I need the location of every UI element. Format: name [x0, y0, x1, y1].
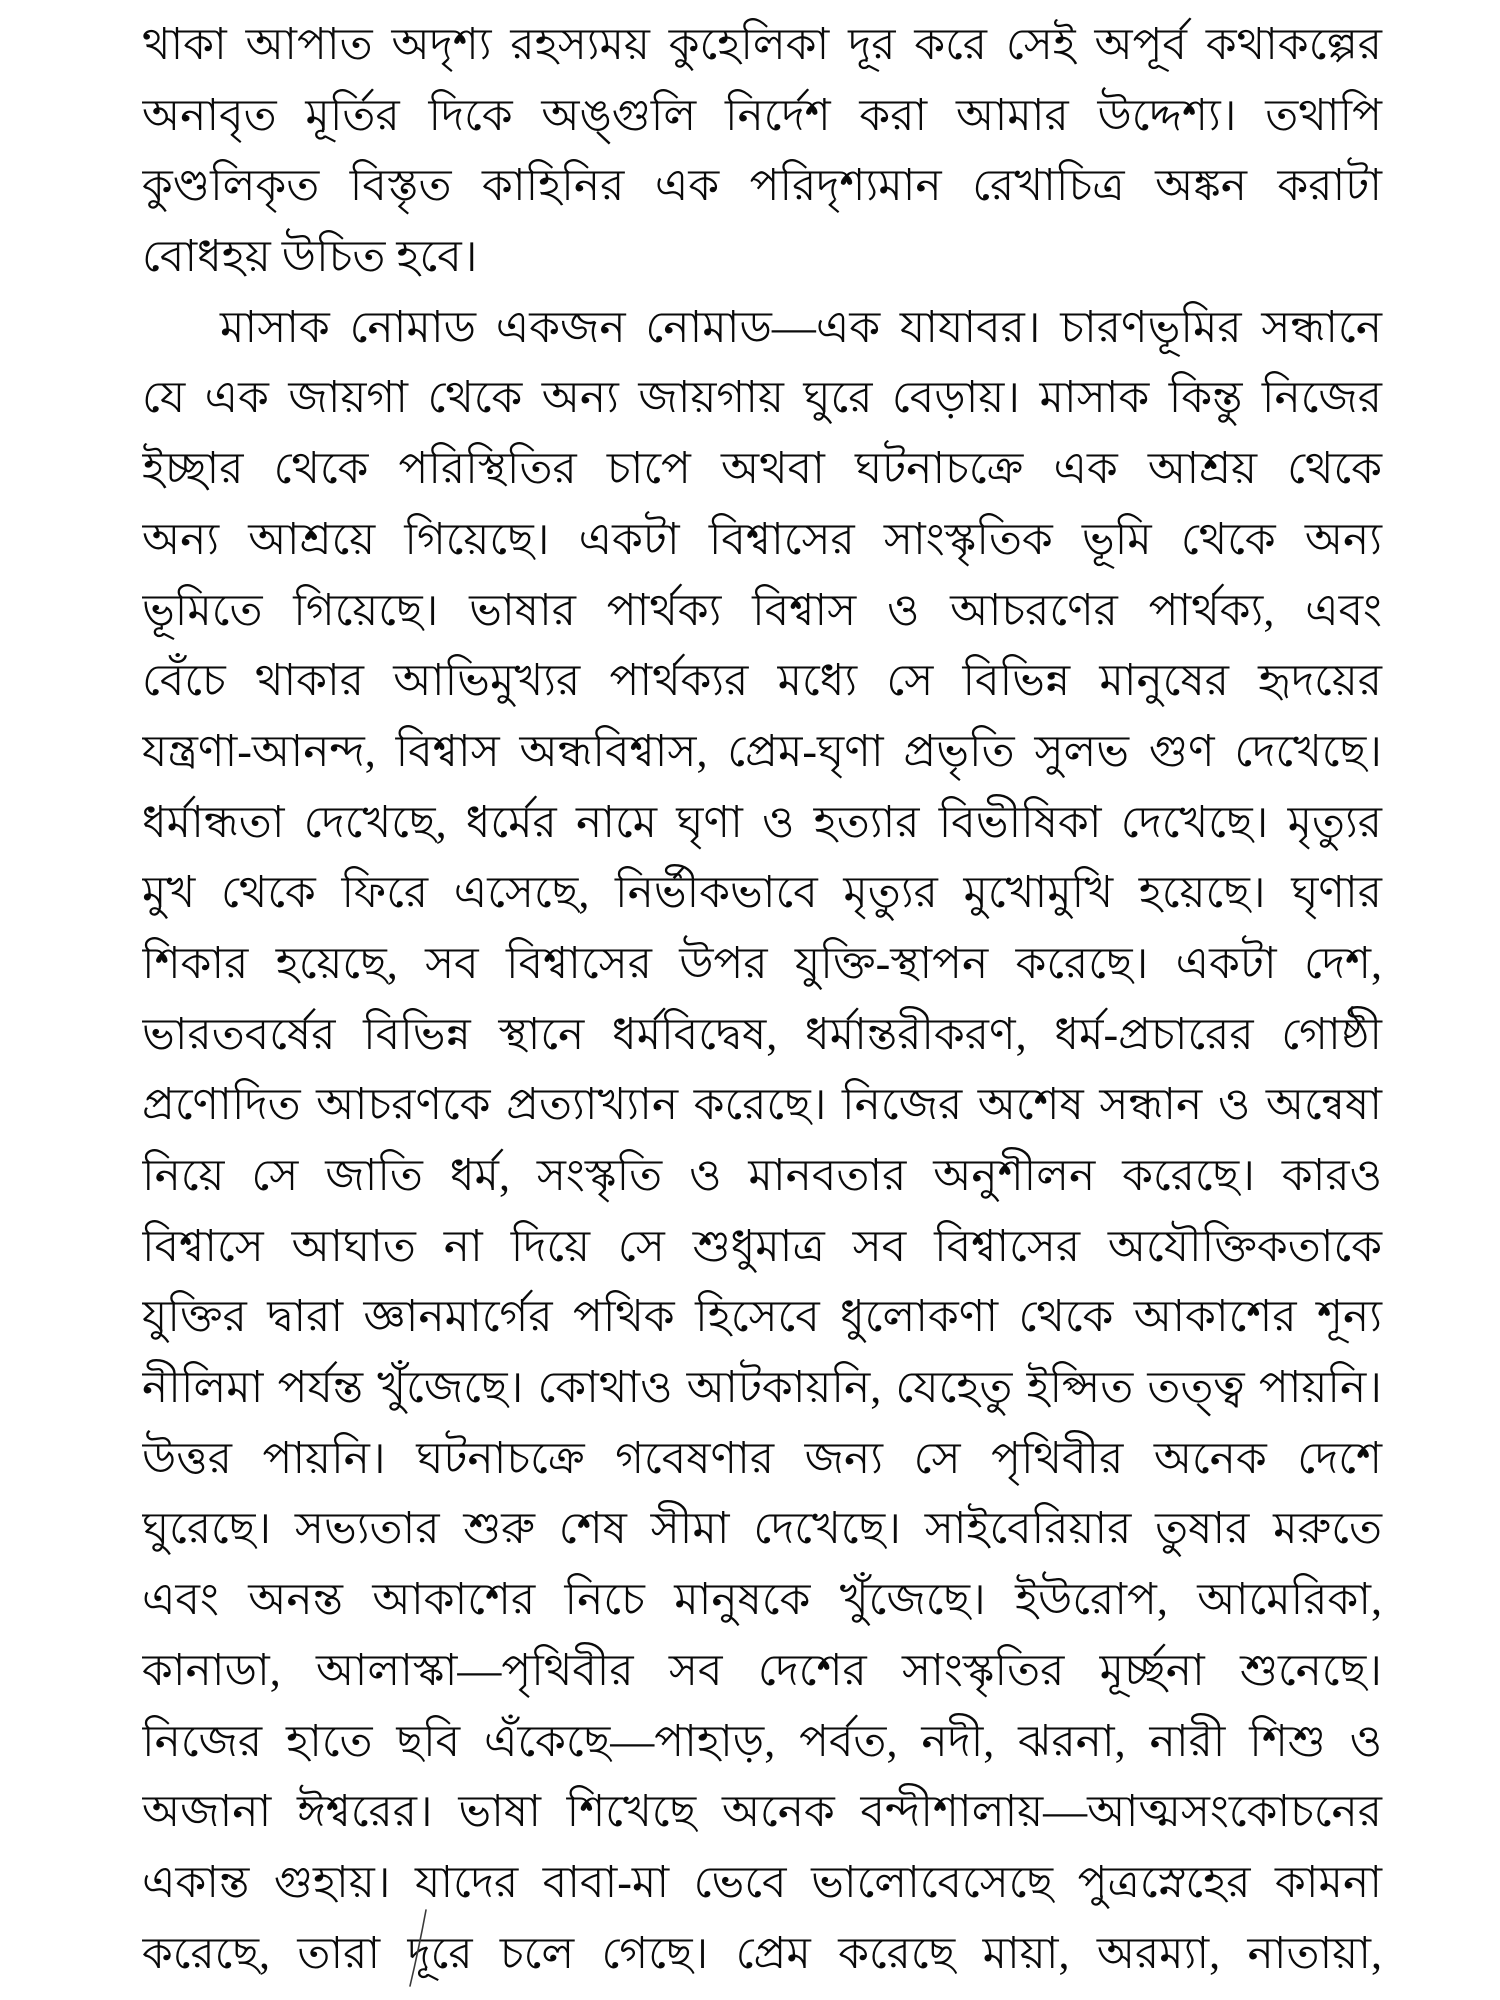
- text-line-content: যন্ত্রণা-আনন্দ, বিশ্বাস অন্ধবিশ্বাস, প্রেম-ঘৃণা প্রভৃতি সুলভ গুণ দেখেছে।: [142, 726, 1382, 776]
- text-line-content: যে এক জায়গা থেকে অন্য জায়গায় ঘুরে বেড়ায়। মাসাক কিন্তু নিজের: [142, 373, 1382, 423]
- text-line: [142, 788, 1384, 859]
- text-line-content: ঘুরেছে। সভ্যতার শুরু শেষ সীমা দেখেছে। সাইবেরিয়ার তুষার মরুতে: [142, 1504, 1382, 1554]
- text-line-content: অন্য আশ্রয়ে গিয়েছে। একটা বিশ্বাসের সাংস্কৃতিক ভূমি থেকে অন্য: [142, 514, 1382, 564]
- text-line-content: থাকা আপাত অদৃশ্য রহস্যময় কুহেলিকা দূর করে সেই অপূর্ব কথাকল্পের: [142, 20, 1382, 69]
- text-line-content: বোধহয় উচিত হবে।: [142, 232, 478, 282]
- text-line-content: অজানা ঈশ্বরের। ভাষা শিখেছে অনেক বন্দীশালায়—আত্মসংকোচনের: [142, 1787, 1382, 1837]
- text-line-content: উত্তর পায়নি। ঘটনাচক্রে গবেষণার জন্য সে পৃথিবীর অনেক দেশে: [142, 1433, 1382, 1483]
- text-line-content: বেঁচে থাকার আভিমুখ্যর পার্থক্যর মধ্যে সে বিভিন্ন মানুষের হৃদয়ের: [142, 656, 1382, 706]
- text-line: [142, 1282, 1384, 1353]
- text-line: [142, 81, 1384, 152]
- text-line-content: মাসাক নোমাড একজন নোমাড—এক যাযাবর। চারণভূমির সন্ধানে: [220, 302, 1382, 352]
- text-line: [142, 363, 1384, 434]
- text-line: [142, 1000, 1384, 1071]
- text-line-content: নীলিমা পর্যন্ত খুঁজেছে। কোথাও আটকায়নি, যেহেতু ইপ্সিত তত্ত্ব পায়নি।: [142, 1363, 1382, 1413]
- text-line-content: কানাডা, আলাস্কা—পৃথিবীর সব দেশের সাংস্কৃতির মূর্চ্ছনা শুনেছে।: [142, 1645, 1382, 1695]
- text-line-paragraph-end: [142, 222, 1384, 293]
- text-line: [142, 1353, 1384, 1424]
- text-line: [142, 1565, 1384, 1636]
- paragraph-continued: [0, 10, 1500, 293]
- text-line-content: অনাবৃত মূর্তির দিকে অঙ্গুলি নির্দেশ করা আমার উদ্দেশ্য। তথাপি: [142, 90, 1382, 140]
- text-line: [142, 1141, 1384, 1212]
- text-line-content: প্রণোদিত আচরণকে প্রত্যাখ্যান করেছে। নিজের অশেষ সন্ধান ও অন্বেষা: [142, 1080, 1382, 1130]
- text-line-content: নিয়ে সে জাতি ধর্ম, সংস্কৃতি ও মানবতার অনুশীলন করেছে। কারও: [142, 1151, 1382, 1200]
- text-line-content: একান্ত গুহায়। যাদের বাবা-মা ভেবে ভালোবেসেছে পুত্রস্নেহের কামনা: [142, 1857, 1382, 1907]
- text-line-content: করেছে, তারা দূরে চলে গেছে। প্রেম করেছে মায়া, অরম্যা, নাতায়া,: [142, 1928, 1382, 1978]
- text-line-content: যুক্তির দ্বারা জ্ঞানমার্গের পথিক হিসেবে ধুলোকণা থেকে আকাশের শূন্য: [142, 1292, 1382, 1342]
- text-line-content: ভারতবর্ষের বিভিন্ন স্থানে ধর্মবিদ্বেষ, ধর্মান্তরীকরণ, ধর্ম-প্রচারের গোষ্ঠী: [142, 1009, 1383, 1059]
- text-line: [142, 1070, 1384, 1141]
- text-line: [142, 1777, 1384, 1848]
- text-line-content: বিশ্বাসে আঘাত না দিয়ে সে শুধুমাত্র সব বিশ্বাসের অযৌক্তিকতাকে: [142, 1221, 1382, 1271]
- text-line-content: শিকার হয়েছে, সব বিশ্বাসের উপর যুক্তি-স্থাপন করেছে। একটা দেশ,: [142, 938, 1382, 988]
- text-line-content: এবং অনন্ত আকাশের নিচে মানুষকে খুঁজেছে। ইউরোপ, আমেরিকা,: [142, 1575, 1382, 1625]
- text-line: [142, 151, 1384, 222]
- text-line: [142, 576, 1384, 647]
- text-line: [142, 929, 1384, 1000]
- paragraph-masak-nomad: [0, 293, 1500, 1990]
- text-line: [142, 1636, 1384, 1707]
- text-line: [142, 1707, 1384, 1778]
- text-line: [142, 1919, 1384, 1990]
- text-line-content: ভূমিতে গিয়েছে। ভাষার পার্থক্য বিশ্বাস ও আচরণের পার্থক্য, এবং: [142, 585, 1382, 635]
- text-line: [142, 646, 1384, 717]
- text-line: [142, 1848, 1384, 1919]
- text-line-indented: [142, 293, 1384, 364]
- text-line: [142, 1424, 1384, 1495]
- text-line-content: কুণ্ডলিকৃত বিস্তৃত কাহিনির এক পরিদৃশ্যমান রেখাচিত্র অঙ্কন করাটা: [142, 161, 1382, 211]
- text-line-content: ইচ্ছার থেকে পরিস্থিতির চাপে অথবা ঘটনাচক্রে এক আশ্রয় থেকে: [142, 444, 1382, 494]
- text-line-content: নিজের হাতে ছবি এঁকেছে—পাহাড়, পর্বত, নদী, ঝরনা, নারী শিশু ও: [142, 1716, 1382, 1766]
- text-line: [142, 1212, 1384, 1283]
- stray-pen-mark: [404, 1908, 432, 1990]
- text-line: [142, 858, 1384, 929]
- text-line: [142, 10, 1384, 81]
- text-line-content: ধর্মান্ধতা দেখেছে, ধর্মের নামে ঘৃণা ও হত্যার বিভীষিকা দেখেছে। মৃত্যুর: [142, 797, 1382, 847]
- text-line: [142, 505, 1384, 576]
- text-line: [142, 717, 1384, 788]
- text-line: [142, 434, 1384, 505]
- text-line-content: মুখ থেকে ফিরে এসেছে, নির্ভীকভাবে মৃত্যুর মুখোমুখি হয়েছে। ঘৃণার: [142, 868, 1382, 918]
- text-line: [142, 1494, 1384, 1565]
